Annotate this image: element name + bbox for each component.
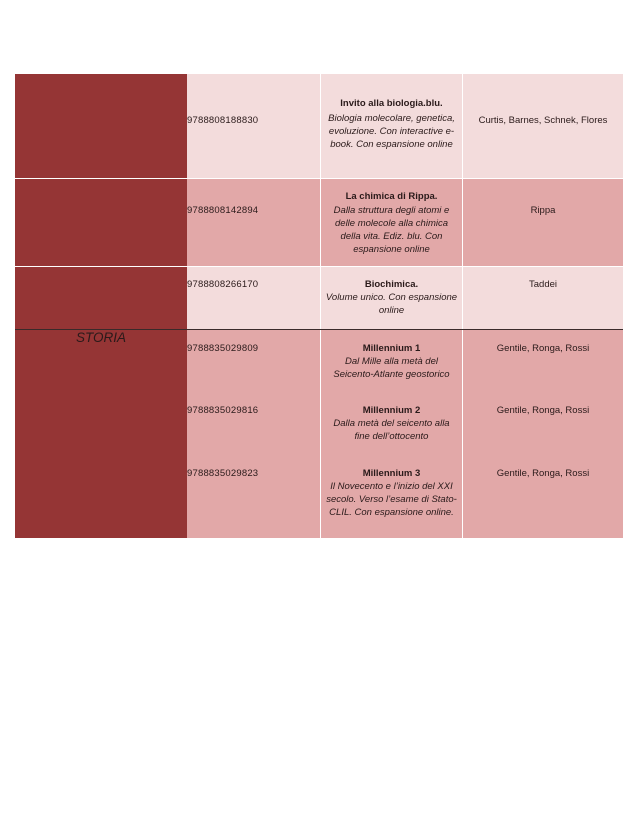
table-row xyxy=(15,266,623,329)
book-authors: Gentile, Ronga, Rossi xyxy=(496,468,590,479)
book-authors: Gentile, Ronga, Rossi xyxy=(496,405,590,416)
isbn-text: 9788808142894 xyxy=(187,204,259,216)
table-row xyxy=(15,178,623,266)
isbn-text: 9788808266170 xyxy=(187,278,259,290)
author-cell xyxy=(463,74,624,178)
table-row xyxy=(15,74,623,178)
book-authors: Curtis, Barnes, Schnek, Flores xyxy=(478,115,608,126)
author-cell xyxy=(463,178,624,266)
subject-cell xyxy=(15,266,187,329)
subject-cell-storia xyxy=(15,329,187,538)
author-cell xyxy=(463,329,624,391)
title-cell xyxy=(321,74,463,178)
book-subtitle: Volume unico. Con espansione online xyxy=(325,291,458,316)
title-cell xyxy=(321,266,463,329)
table-row xyxy=(15,329,623,391)
isbn-cell xyxy=(187,329,321,391)
isbn-text: 9788835029809 xyxy=(187,342,259,354)
subject-cell xyxy=(15,178,187,266)
book-subtitle: Dalla metà del seicento alla fine dell’ottocento xyxy=(333,418,450,442)
book-title: Millennium 2 xyxy=(362,405,421,416)
isbn-cell xyxy=(187,266,321,329)
book-subtitle: Dal Mille alla metà del Seicento-Atlante geostorico xyxy=(333,355,450,380)
title-cell xyxy=(321,453,463,538)
subject-cell xyxy=(15,74,187,178)
author-cell xyxy=(463,453,624,538)
title-cell xyxy=(321,329,463,391)
book-table xyxy=(15,74,623,538)
author-cell xyxy=(463,266,624,329)
isbn-cell xyxy=(187,178,321,266)
book-authors: Taddei xyxy=(529,278,557,290)
book-authors: Rippa xyxy=(530,204,556,216)
isbn-cell xyxy=(187,74,321,178)
title-cell xyxy=(321,178,463,266)
isbn-cell xyxy=(187,453,321,538)
subject-label: STORIA xyxy=(75,329,126,345)
title-cell xyxy=(321,391,463,453)
isbn-text: 9788835029823 xyxy=(187,468,259,479)
author-cell xyxy=(463,391,624,453)
book-title: La chimica di Rippa. xyxy=(345,190,438,202)
book-title: Millennium 1 xyxy=(362,342,421,354)
isbn-text: 9788808188830 xyxy=(187,115,259,126)
book-authors: Gentile, Ronga, Rossi xyxy=(496,342,590,354)
book-title: Biochimica. xyxy=(364,278,419,290)
book-title: Invito alla biologia.blu. xyxy=(340,98,443,109)
book-subtitle: Dalla struttura degli atomi e delle molecole alla chimica della vita. Ediz. blu. Con espansione online xyxy=(333,204,450,255)
book-title: Millennium 3 xyxy=(362,468,421,479)
isbn-text: 9788835029816 xyxy=(187,405,259,416)
book-subtitle: Biologia molecolare, genetica, evoluzione. Con interactive e-book. Con espansione online xyxy=(328,113,455,150)
isbn-cell xyxy=(187,391,321,453)
book-subtitle: Il Novecento e l’inizio del XXI secolo. Verso l’esame di Stato-CLIL. Con espansione online. xyxy=(326,481,457,518)
